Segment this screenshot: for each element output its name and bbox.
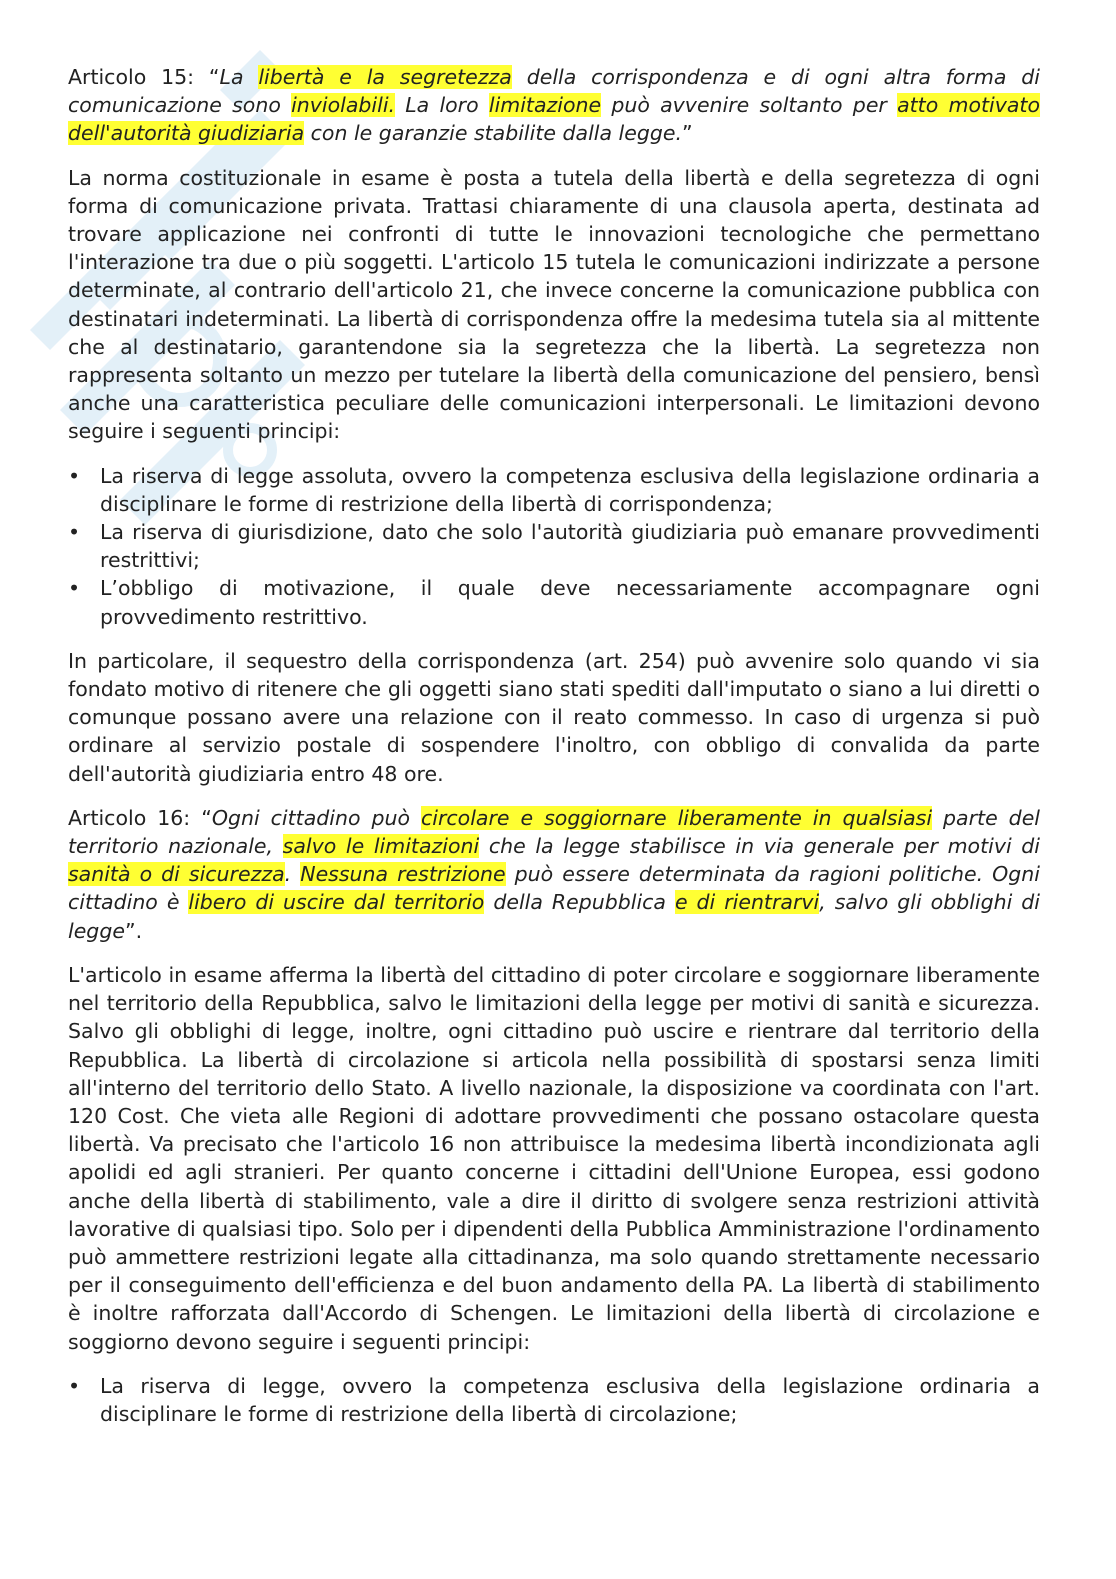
list-item: • La riserva di legge assoluta, ovvero la competenza esclusiva della legislazione ordinaria a disciplinare le forme di restrizione della libertà di corrispondenza; xyxy=(68,463,1040,516)
document-page xyxy=(68,63,1040,1444)
highlight: circolare e soggiornare liberamente in qualsiasi xyxy=(421,805,933,830)
art16-label: Articolo 16: “ xyxy=(68,805,212,830)
art15-commentary: La norma costituzionale in esame è posta a tutela della libertà e della segretezza di ogni forma di comunicazione privata. Trattasi chiaramente di una clausola aperta, destinata ad trovare applicazione nei confronti di tutte le innovazioni tecnologiche che permettano l'interazione tra due o più soggetti. L'articolo 15 tutela le comunicazioni indirizzate a persone determinate, al contrario dell'articolo 21, che invece concerne la comunicazione pubblica con destinatari indeterminati. La libertà di corrispondenza offre la medesima tutela sia al mittente che al destinatario, garantendone sia la segretezza che la libertà. La segretezza non rappresenta soltanto un mezzo per tutelare la libertà della comunicazione del pensiero, bensì anche una caratteristica peculiare delle comunicazioni interpersonali. Le limitazioni devono seguire i seguenti principi: xyxy=(68,165,1040,444)
highlight: libero di uscire dal territorio xyxy=(188,890,485,915)
highlight: sanità o di sicurezza xyxy=(68,862,285,887)
bullet-icon: • xyxy=(68,463,81,488)
list-item: • La riserva di giurisdizione, dato che solo l'autorità giudiziaria può emanare provvedimenti restrittivi; xyxy=(68,520,1040,573)
art15-quote-text: La libertà e la segretezza della corrispondenza e di ogni altra forma di comunicazione sono inviolabili. La loro limitazione può avvenire soltanto per atto motivato dell'autorità giudiziaria con le garanzie stabilite dalla legge. xyxy=(68,65,1040,146)
bullet-icon: • xyxy=(68,1373,81,1398)
highlight: atto motivato dell'autorità giudiziaria xyxy=(68,93,1040,146)
art16-quote: Articolo 16: “Ogni cittadino può circolare e soggiornare liberamente in qualsiasi parte del territorio nazionale, salvo le limitazioni che la legge stabilisce in via generale per motivi di sanità o di sicurezza. Nessuna restrizione può essere determinata da ragioni politiche. Ogni cittadino è libero di uscire dal territorio della Repubblica e di rientrarvi, salvo gli obblighi di legge”. xyxy=(68,805,1041,943)
highlight: Nessuna restrizione xyxy=(300,862,506,887)
art15-label: Articolo 15: “ xyxy=(68,65,220,89)
bullet-icon: • xyxy=(68,520,81,545)
art16-principles-list xyxy=(68,1372,1040,1428)
sequestro-paragraph: In particolare, il sequestro della corrispondenza (art. 254) può avvenire solo quando vi sia fondato motivo di ritenere che gli oggetti siano stati spediti dall'imputato o siano a lui diretti o comunque possano avere una relazione con il reato commesso. In caso di urgenza si può ordinare al servizio postale di sospendere l'inoltro, con obbligo di convalida da parte dell'autorità giudiziaria entro 48 ore. xyxy=(68,648,1040,786)
list-item: • L’obbligo di motivazione, il quale deve necessariamente accompagnare ogni provvedimento restrittivo. xyxy=(68,576,1040,629)
art15-quote: Articolo 15: “La libertà e la segretezza della corrispondenza e di ogni altra forma di comunicazione sono inviolabili. La loro limitazione può avvenire soltanto per atto motivato dell'autorità giudiziaria con le garanzie stabilite dalla legge.” xyxy=(68,65,1040,146)
highlight: libertà e la segretezza xyxy=(258,65,512,89)
highlight: limitazione xyxy=(488,93,602,118)
highlight: inviolabili. xyxy=(291,93,396,118)
art16-commentary: L'articolo in esame afferma la libertà del cittadino di poter circolare e soggiornare liberamente nel territorio della Repubblica, salvo le limitazioni della legge per motivi di sanità e sicurezza. Salvo gli obblighi di legge, inoltre, ogni cittadino può uscire e rientrare dal territorio della Repubblica. La libertà di circolazione si articola nella possibilità di spostarsi senza limiti all'interno del territorio dello Stato. A livello nazionale, la disposizione va coordinata con l'art. 120 Cost. Che vieta alle Regioni di adottare provvedimenti che possano ostacolare questa libertà. Va precisato che l'articolo 16 non attribuisce la medesima libertà incondizionata agli apolidi ed agli stranieri. Per quanto concerne i cittadini dell'Unione Europea, essi godono anche della libertà di stabilimento, vale a dire il diritto di svolgere senza restrizioni attività lavorative di qualsiasi tipo. Solo per i dipendenti della Pubblica Amministrazione l'ordinamento può ammettere restrizioni legate alla cittadinanza, ma solo quando strettamente necessario per il conseguimento dell'efficienza e del buon andamento della PA. La libertà di stabilimento è inoltre rafforzata dall'Accordo di Schengen. Le limitazioni della libertà di circolazione e soggiorno devono seguire i seguenti principi: xyxy=(68,962,1040,1354)
art15-principles-list xyxy=(68,462,1040,631)
list-item: • La riserva di legge, ovvero la competenza esclusiva della legislazione ordinaria a disciplinare le forme di restrizione della libertà di circolazione; xyxy=(68,1373,1040,1426)
highlight: salvo le limitazioni xyxy=(282,834,480,859)
highlight: e di rientrarvi xyxy=(674,890,820,915)
art16-quote-text: Ogni cittadino può circolare e soggiornare liberamente in qualsiasi parte del territorio nazionale, salvo le limitazioni che la legge stabilisce in via generale per motivi di sanità o di sicurezza. Nessuna restrizione può essere determinata da ragioni politiche. Ogni cittadino è libero di uscire dal territorio della Repubblica e di rientrarvi, salvo gli obblighi di legge xyxy=(68,805,1041,943)
bullet-icon: • xyxy=(68,576,81,601)
